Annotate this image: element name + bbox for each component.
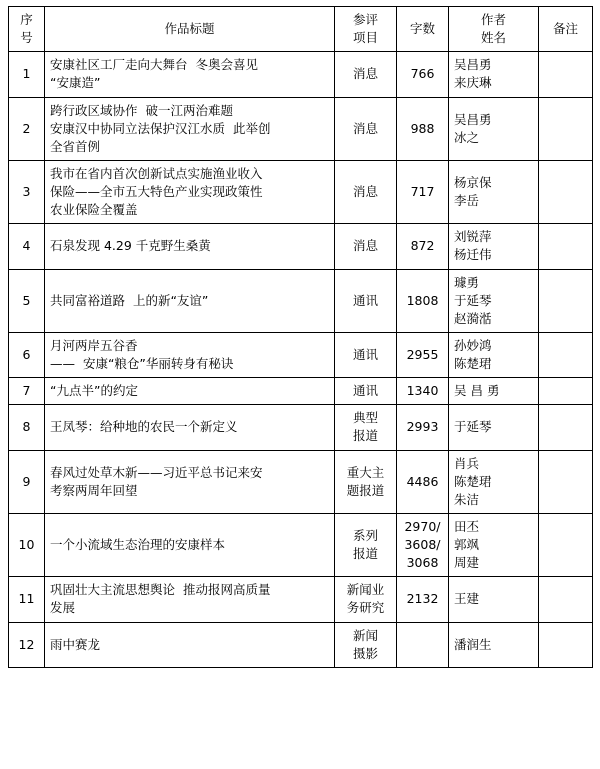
entry-category-line: 通讯 bbox=[352, 383, 378, 399]
word-count-line: 3068 bbox=[406, 555, 439, 571]
entry-category-line: 消息 bbox=[352, 184, 378, 199]
word-count bbox=[397, 52, 449, 97]
entry-category bbox=[335, 450, 397, 513]
author-names-line: 吴昌勇 bbox=[454, 111, 492, 127]
author-names bbox=[449, 52, 539, 97]
author-names bbox=[449, 450, 539, 513]
remarks bbox=[539, 269, 593, 332]
entry-category-line: 通讯 bbox=[352, 292, 378, 308]
awards-table bbox=[8, 6, 593, 668]
entry-category bbox=[335, 513, 397, 576]
work-title-line: 一个小流域生态治理的安康样本 bbox=[50, 537, 226, 552]
word-count-line: 4486 bbox=[406, 473, 439, 489]
table-row bbox=[9, 52, 593, 97]
entry-category-line: 消息 bbox=[352, 66, 378, 82]
row-number: 6 bbox=[9, 332, 45, 377]
column-header-no bbox=[9, 7, 45, 52]
table-header-row bbox=[9, 7, 593, 52]
entry-category-line: 新闻业 bbox=[346, 582, 385, 598]
work-title bbox=[45, 97, 335, 160]
author-names bbox=[449, 160, 539, 223]
work-title-line: 农业保险全覆盖 bbox=[50, 202, 138, 218]
table-row bbox=[9, 622, 593, 667]
word-count-line: 2993 bbox=[406, 419, 439, 435]
row-number: 7 bbox=[9, 378, 45, 405]
word-count-line: 717 bbox=[410, 184, 435, 199]
author-names-line: 吴 昌 勇 bbox=[454, 383, 500, 399]
table-row bbox=[9, 224, 593, 269]
author-names-line: 郭飒 bbox=[454, 537, 480, 552]
author-names-line: 来庆琳 bbox=[454, 75, 492, 91]
word-count-line: 988 bbox=[410, 120, 435, 136]
author-names-line: 杨迁伟 bbox=[454, 247, 492, 263]
author-names-line: 璩勇 bbox=[454, 274, 480, 290]
table-row bbox=[9, 332, 593, 377]
author-names bbox=[449, 269, 539, 332]
table-row bbox=[9, 577, 593, 622]
remarks bbox=[539, 332, 593, 377]
row-number: 5 bbox=[9, 269, 45, 332]
remarks bbox=[539, 513, 593, 576]
author-names-line: 潘润生 bbox=[454, 636, 492, 652]
column-header-note-line1: 备注 bbox=[552, 21, 578, 37]
author-names bbox=[449, 577, 539, 622]
row-number: 9 bbox=[9, 450, 45, 513]
word-count bbox=[397, 577, 449, 622]
work-title-line: 安康社区工厂走向大舞台 冬奥会喜见 bbox=[50, 57, 258, 73]
author-names-line: 于延琴 bbox=[454, 292, 492, 308]
word-count bbox=[397, 405, 449, 450]
table-body bbox=[9, 52, 593, 668]
author-names bbox=[449, 513, 539, 576]
work-title bbox=[45, 577, 335, 622]
work-title-line: “安康造” bbox=[50, 75, 101, 91]
work-title-line: 石泉发现 4.29 千克野生桑黄 bbox=[50, 238, 211, 254]
entry-category bbox=[335, 577, 397, 622]
column-header-item-line1: 参评 bbox=[352, 12, 378, 27]
column-header-item bbox=[335, 7, 397, 52]
column-header-no-line1: 序 bbox=[20, 12, 33, 27]
work-title bbox=[45, 332, 335, 377]
author-names bbox=[449, 622, 539, 667]
row-number: 8 bbox=[9, 405, 45, 450]
table-row bbox=[9, 97, 593, 160]
entry-category-line: 报道 bbox=[352, 546, 378, 562]
column-header-author-line2: 姓名 bbox=[480, 30, 506, 46]
column-header-item-line2: 项目 bbox=[352, 30, 378, 46]
word-count bbox=[397, 269, 449, 332]
word-count-line: 1808 bbox=[406, 292, 439, 308]
entry-category-line: 消息 bbox=[352, 238, 378, 254]
word-count-line: 2955 bbox=[406, 346, 439, 362]
entry-category-line: 典型 bbox=[352, 410, 378, 426]
column-header-author bbox=[449, 7, 539, 52]
row-number: 11 bbox=[9, 577, 45, 622]
row-number: 2 bbox=[9, 97, 45, 160]
author-names bbox=[449, 332, 539, 377]
author-names bbox=[449, 224, 539, 269]
word-count-line: 3608/ bbox=[404, 537, 441, 552]
remarks bbox=[539, 577, 593, 622]
author-names-line: 杨京保 bbox=[454, 174, 492, 190]
remarks bbox=[539, 224, 593, 269]
work-title bbox=[45, 52, 335, 97]
entry-category-line: 摄影 bbox=[352, 645, 378, 661]
author-names-line: 肖兵 bbox=[454, 455, 480, 471]
table-row bbox=[9, 269, 593, 332]
work-title-line: 发展 bbox=[50, 600, 76, 616]
author-names bbox=[449, 378, 539, 405]
word-count bbox=[397, 160, 449, 223]
entry-category-line: 通讯 bbox=[352, 346, 378, 362]
row-number: 10 bbox=[9, 513, 45, 576]
table-row bbox=[9, 378, 593, 405]
entry-category-line: 系列 bbox=[352, 527, 378, 543]
word-count-line: 2132 bbox=[406, 591, 439, 607]
entry-category bbox=[335, 224, 397, 269]
work-title bbox=[45, 622, 335, 667]
work-title-line: 雨中赛龙 bbox=[50, 636, 101, 652]
remarks bbox=[539, 405, 593, 450]
entry-category-line: 题报道 bbox=[346, 482, 385, 498]
author-names-line: 田丕 bbox=[454, 518, 480, 534]
column-header-title-line1: 作品标题 bbox=[164, 21, 215, 37]
row-number: 3 bbox=[9, 160, 45, 223]
column-header-title bbox=[45, 7, 335, 52]
remarks bbox=[539, 160, 593, 223]
work-title bbox=[45, 224, 335, 269]
work-title-line: 王凤琴：给种地的农民一个新定义 bbox=[50, 419, 238, 435]
author-names-line: 冰之 bbox=[454, 129, 480, 145]
author-names-line: 吴昌勇 bbox=[454, 57, 492, 73]
work-title-line: 跨行政区域协作 破一江两治难题 bbox=[50, 102, 233, 118]
work-title bbox=[45, 513, 335, 576]
column-header-note bbox=[539, 7, 593, 52]
entry-category-line: 务研究 bbox=[346, 600, 385, 616]
work-title-line: 保险——全市五大特色产业实现政策性 bbox=[50, 184, 263, 199]
word-count bbox=[397, 622, 449, 667]
table-row bbox=[9, 160, 593, 223]
word-count-line: 872 bbox=[410, 238, 435, 254]
column-header-words bbox=[397, 7, 449, 52]
work-title bbox=[45, 405, 335, 450]
work-title-line: —— 安康“粮仓”华丽转身有秘诀 bbox=[50, 356, 234, 371]
author-names bbox=[449, 97, 539, 160]
author-names-line: 赵漪湉 bbox=[454, 310, 492, 326]
remarks bbox=[539, 622, 593, 667]
entry-category bbox=[335, 332, 397, 377]
word-count bbox=[397, 378, 449, 405]
remarks bbox=[539, 97, 593, 160]
entry-category bbox=[335, 405, 397, 450]
entry-category-line: 新闻 bbox=[352, 627, 378, 643]
author-names-line: 周建 bbox=[454, 555, 480, 571]
entry-category bbox=[335, 622, 397, 667]
word-count bbox=[397, 450, 449, 513]
author-names-line: 孙妙鸿 bbox=[454, 337, 492, 353]
author-names-line: 陈楚珺 bbox=[454, 356, 492, 371]
table-row bbox=[9, 513, 593, 576]
author-names-line: 刘锐萍 bbox=[454, 229, 492, 245]
work-title-line: 巩固壮大主流思想舆论 推动报网高质量 bbox=[50, 582, 271, 598]
word-count bbox=[397, 224, 449, 269]
author-names-line: 于延琴 bbox=[454, 419, 492, 435]
word-count-line: 2970/ bbox=[404, 518, 441, 534]
work-title-line: “九点半”的约定 bbox=[50, 383, 138, 399]
entry-category bbox=[335, 97, 397, 160]
work-title-line: 安康汉中协同立法保护汉江水质 此举创 bbox=[50, 120, 271, 136]
work-title-line: 全省首例 bbox=[50, 138, 101, 154]
entry-category-line: 消息 bbox=[352, 120, 378, 136]
column-header-words-line1: 字数 bbox=[409, 21, 435, 37]
word-count bbox=[397, 513, 449, 576]
word-count bbox=[397, 97, 449, 160]
entry-category bbox=[335, 52, 397, 97]
work-title-line: 春风过处草木新——习近平总书记来安 bbox=[50, 464, 263, 480]
work-title bbox=[45, 450, 335, 513]
table-row bbox=[9, 405, 593, 450]
work-title-line: 共同富裕道路 上的新“友谊” bbox=[50, 292, 209, 308]
row-number: 1 bbox=[9, 52, 45, 97]
author-names-line: 李岳 bbox=[454, 193, 480, 209]
author-names-line: 朱洁 bbox=[454, 491, 480, 507]
remarks bbox=[539, 52, 593, 97]
remarks bbox=[539, 378, 593, 405]
work-title bbox=[45, 160, 335, 223]
work-title bbox=[45, 378, 335, 405]
author-names-line: 陈楚珺 bbox=[454, 473, 492, 489]
row-number: 12 bbox=[9, 622, 45, 667]
author-names-line: 王建 bbox=[454, 591, 480, 607]
work-title-line: 我市在省内首次创新试点实施渔业收入 bbox=[50, 165, 263, 181]
work-title-line: 月河两岸五谷香 bbox=[50, 337, 138, 353]
word-count bbox=[397, 332, 449, 377]
entry-category bbox=[335, 378, 397, 405]
word-count-line: 1340 bbox=[406, 383, 439, 399]
entry-category bbox=[335, 269, 397, 332]
author-names bbox=[449, 405, 539, 450]
table-row bbox=[9, 450, 593, 513]
column-header-author-line1: 作者 bbox=[480, 12, 506, 27]
table-header bbox=[9, 7, 593, 52]
work-title-line: 考察两周年回望 bbox=[50, 482, 138, 498]
remarks bbox=[539, 450, 593, 513]
row-number: 4 bbox=[9, 224, 45, 269]
column-header-no-line2: 号 bbox=[20, 30, 33, 46]
work-title bbox=[45, 269, 335, 332]
entry-category-line: 重大主 bbox=[346, 464, 385, 480]
entry-category bbox=[335, 160, 397, 223]
word-count-line: 766 bbox=[410, 66, 435, 82]
entry-category-line: 报道 bbox=[352, 428, 378, 444]
